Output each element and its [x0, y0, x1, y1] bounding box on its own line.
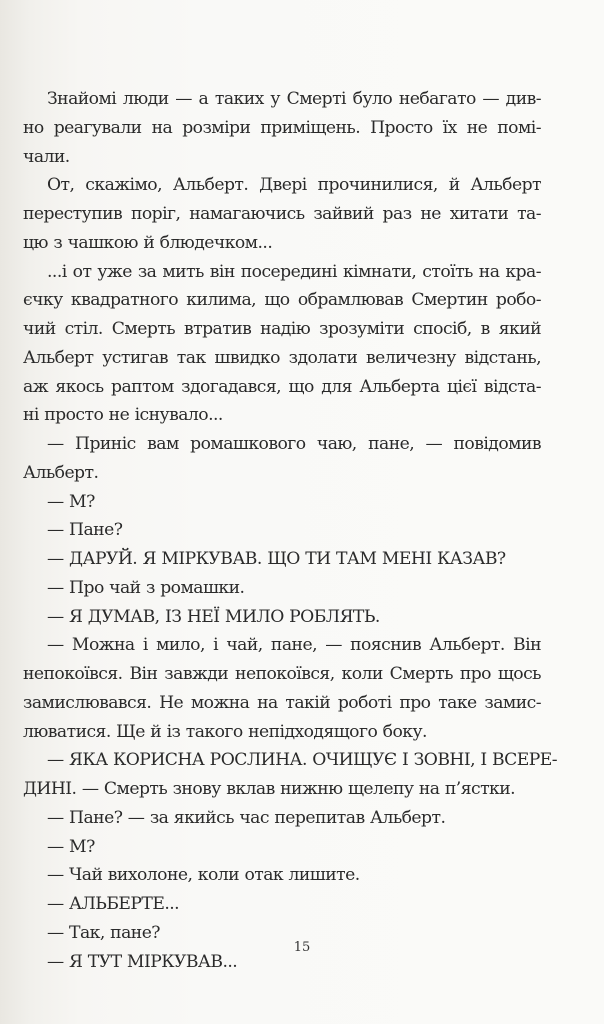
text-line: непокоївся. Він завжди непокоївся, коли Смерть про щось [23, 664, 541, 684]
text-line: люватися. Ще й із такого непідходящого боку. [23, 721, 427, 742]
page-number: 15 [293, 940, 311, 955]
text-line: — Пане? — за якийсь час перепитав Альберт. [47, 807, 446, 828]
text-line: Альберт устигав так швидко здолати величезну відстань, [23, 347, 541, 368]
text-line: Знайомі люди — а таких у Смерті було небагато — див- [47, 89, 541, 109]
text-line: — Приніс вам ромашкового чаю, пане, — повідомив [47, 434, 541, 454]
text-line: но реагували на розміри приміщень. Просто їх не помі- [23, 117, 541, 138]
text-line: чали. [23, 146, 70, 167]
text-line: — Я ТУТ МІРКУВАВ... [47, 951, 238, 972]
text-line: — Пане? [47, 520, 123, 541]
text-line: — Можна і мило, і чай, пане, — пояснив Альберт. Він [47, 635, 541, 656]
text-line: — Я ДУМАВ, ІЗ НЕЇ МИЛО РОБЛЯТЬ. [47, 606, 380, 627]
text-line: — Чай вихолоне, коли отак лишите. [47, 865, 360, 886]
text-line: — АЛЬБЕРТЕ... [47, 894, 180, 914]
text-line: аж якось раптом здогадався, що для Альберта цієї відста- [23, 376, 541, 397]
book-page-text [23, 85, 557, 976]
text-line: єчку квадратного килима, що обрамлював Смертин робо- [23, 290, 541, 311]
text-line: От, скажімо, Альберт. Двері прочинилися, й Альберт [47, 175, 541, 196]
text-line: замислювався. Не можна на такій роботі про таке замис- [23, 692, 541, 713]
text-line: Альберт. [23, 462, 99, 483]
text-line: — ЯКА КОРИСНА РОСЛИНА. ОЧИЩУЄ І ЗОВНІ, І ВСЕРЕ- [47, 750, 557, 771]
text-line: ні просто не існувало... [23, 405, 223, 426]
text-line: ДИНІ. — Смерть знову вклав нижню щелепу на п’ястки. [23, 779, 516, 799]
text-line: переступив поріг, намагаючись зайвий раз не хитати та- [23, 204, 541, 224]
text-line: — Так, пане? [47, 922, 160, 943]
text-line: цю з чашкою й блюдечком... [23, 232, 273, 253]
text-line: чий стіл. Смерть втратив надію зрозуміти спосіб, в який [23, 319, 541, 339]
text-line: — ДАРУЙ. Я МІРКУВАВ. ЩО ТИ ТАМ МЕНІ КАЗАВ? [47, 549, 506, 569]
text-line: — Про чай з ромашки. [47, 577, 245, 598]
text-line: — М? [47, 491, 95, 512]
text-line: ...і от уже за мить він посередині кімнати, стоїть на кра- [47, 261, 541, 282]
text-line: — М? [47, 836, 95, 857]
